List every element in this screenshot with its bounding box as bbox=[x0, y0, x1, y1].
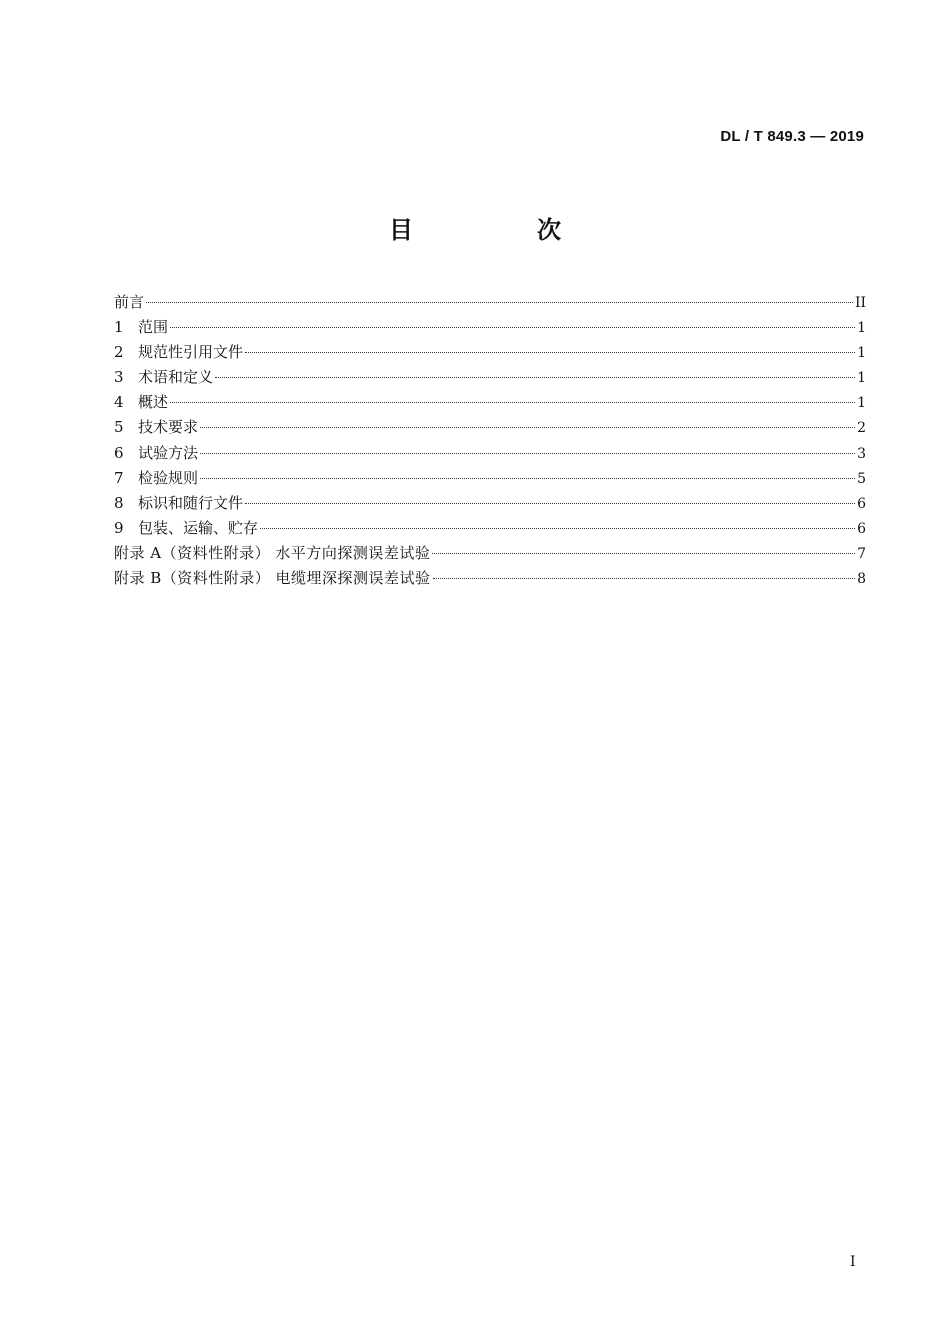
toc-entry-label: 术语和定义 bbox=[138, 368, 214, 387]
toc-entry-page: 6 bbox=[857, 520, 866, 537]
dot-leader bbox=[200, 427, 855, 428]
toc-entry-label: 附录 A（资料性附录） 水平方向探测误差试验 bbox=[114, 543, 431, 562]
toc-entry-label: 前言 bbox=[114, 293, 145, 311]
toc-entry-test-methods[interactable] bbox=[114, 441, 866, 466]
toc-entry-packaging-transport-storage[interactable] bbox=[114, 516, 866, 541]
toc-entry-page: II bbox=[854, 295, 866, 311]
toc-entry-number: 3 bbox=[114, 368, 124, 387]
toc-entry-page: 1 bbox=[857, 370, 866, 387]
toc-entry-label: 包装、运输、贮存 bbox=[138, 518, 259, 537]
toc-entry-foreword[interactable] bbox=[114, 290, 866, 315]
dot-leader bbox=[200, 478, 855, 479]
toc-entry-marking-documents[interactable] bbox=[114, 491, 866, 516]
dot-leader bbox=[432, 553, 855, 554]
toc-entry-number: 2 bbox=[114, 343, 124, 362]
toc-entry-page: 1 bbox=[857, 395, 866, 412]
toc-entry-scope[interactable] bbox=[114, 315, 866, 340]
dot-leader bbox=[170, 327, 855, 328]
toc-entry-page: 1 bbox=[857, 320, 866, 337]
standard-code: DL / T 849.3 — 2019 bbox=[720, 128, 864, 145]
dot-leader bbox=[200, 453, 855, 454]
toc-entry-appendix-b[interactable] bbox=[114, 566, 866, 591]
toc-entry-label: 标识和随行文件 bbox=[138, 493, 244, 512]
toc-entry-page: 6 bbox=[857, 495, 866, 512]
dot-leader bbox=[245, 352, 855, 353]
dot-leader bbox=[146, 302, 853, 303]
toc-entry-number: 5 bbox=[114, 418, 124, 437]
toc-entry-label: 检验规则 bbox=[138, 468, 199, 487]
toc-entry-label: 附录 B（资料性附录） 电缆埋深探测误差试验 bbox=[114, 569, 431, 588]
toc-entry-label: 范围 bbox=[138, 318, 169, 337]
toc-entry-number: 1 bbox=[114, 318, 124, 337]
dot-leader bbox=[245, 503, 855, 504]
toc-entry-page: 3 bbox=[857, 445, 866, 462]
toc-entry-number: 8 bbox=[114, 493, 124, 512]
page-number: I bbox=[850, 1254, 856, 1270]
dot-leader bbox=[433, 578, 856, 579]
toc-entry-label: 技术要求 bbox=[138, 418, 199, 437]
toc-entry-technical-requirements[interactable] bbox=[114, 415, 866, 440]
toc-entry-page: 8 bbox=[857, 571, 866, 588]
dot-leader bbox=[260, 528, 855, 529]
toc-entry-number: 7 bbox=[114, 468, 124, 487]
toc-entry-number: 9 bbox=[114, 518, 124, 537]
toc-entry-page: 2 bbox=[857, 420, 866, 437]
toc-entry-number: 4 bbox=[114, 393, 124, 412]
toc-entry-inspection-rules[interactable] bbox=[114, 466, 866, 491]
toc-entry-appendix-a[interactable] bbox=[114, 541, 866, 566]
table-of-contents bbox=[114, 290, 866, 591]
toc-entry-page: 1 bbox=[857, 345, 866, 362]
toc-entry-number: 6 bbox=[114, 443, 124, 462]
toc-entry-label: 规范性引用文件 bbox=[138, 343, 244, 362]
toc-entry-label: 试验方法 bbox=[138, 443, 199, 462]
dot-leader bbox=[215, 377, 855, 378]
toc-entry-terms-definitions[interactable] bbox=[114, 365, 866, 390]
toc-entry-page: 7 bbox=[857, 545, 866, 562]
toc-entry-label: 概述 bbox=[138, 393, 169, 412]
dot-leader bbox=[170, 402, 855, 403]
toc-entry-overview[interactable] bbox=[114, 390, 866, 415]
toc-entry-page: 5 bbox=[857, 470, 866, 487]
toc-title: 目 次 bbox=[389, 216, 611, 244]
toc-entry-normative-references[interactable] bbox=[114, 340, 866, 365]
